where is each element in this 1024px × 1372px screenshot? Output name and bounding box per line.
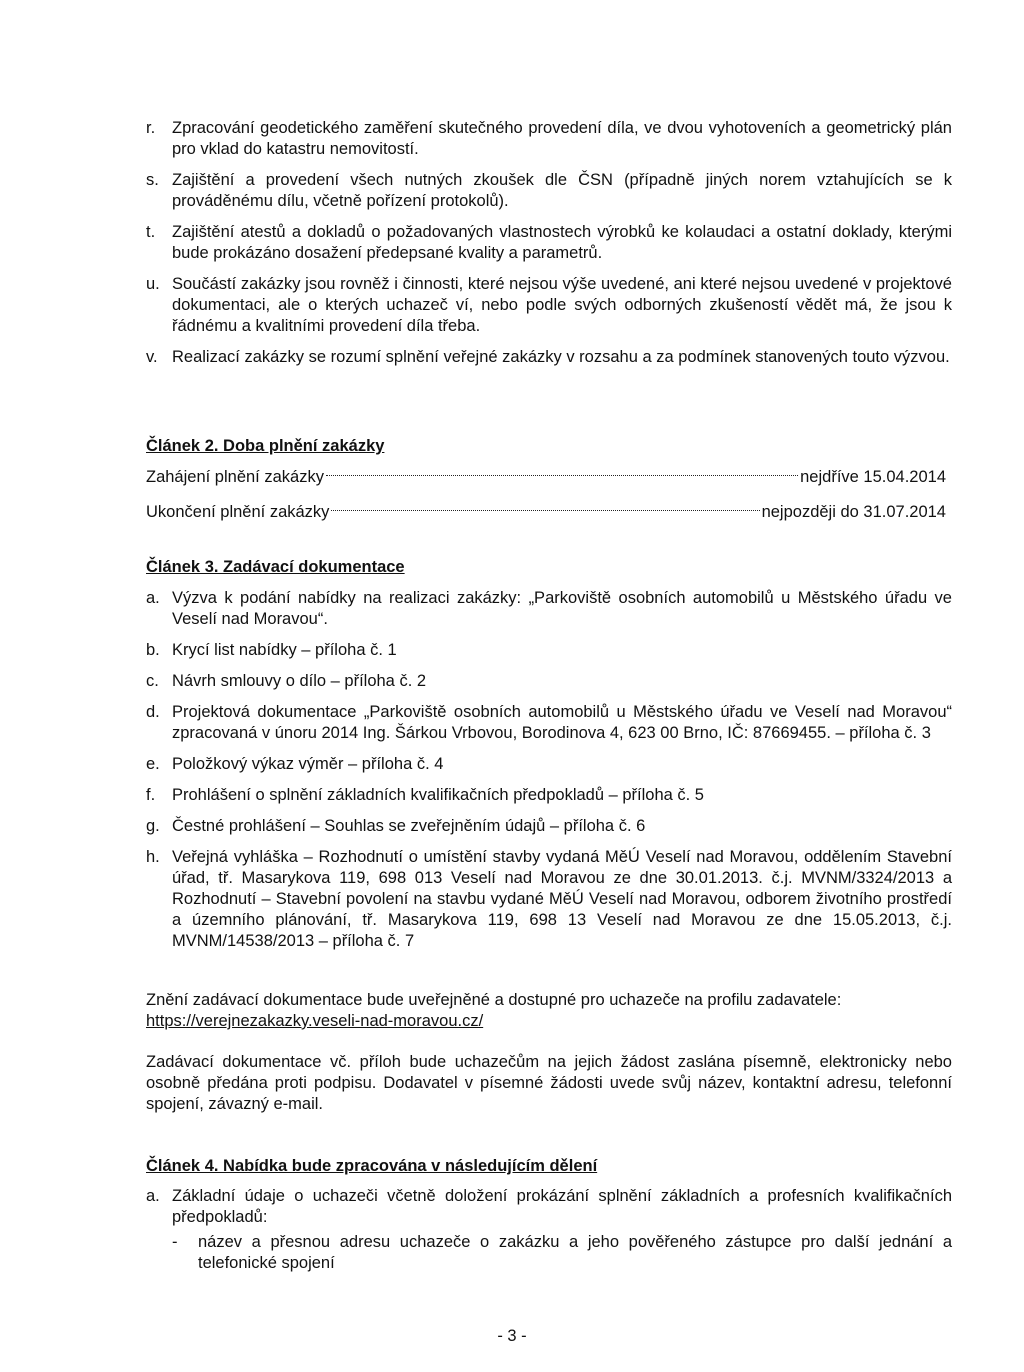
list-item-text: Výzva k podání nabídky na realizaci zakázky: „Parkoviště osobních automobilů u Městského úřadu ve Veselí nad Moravou“. [172,589,952,628]
list-marker: g. [146,817,160,835]
list-item [146,640,952,661]
list-marker: a. [146,589,160,607]
list-marker: r. [146,119,156,137]
list-article-4 [146,1186,952,1274]
date-label: Ukončení plnění zakázky [146,503,330,521]
zadavatel-profile-link[interactable]: https://verejnezakazky.veseli-nad-moravou.cz/ [146,1012,484,1030]
date-row-end [146,495,946,530]
performance-dates [146,460,946,530]
list-article-3 [146,588,952,962]
list-item [146,754,952,775]
list-item [146,170,952,212]
date-label: Zahájení plnění zakázky [146,468,324,486]
request-paragraph: Zadávací dokumentace vč. příloh bude uchazečům na jejich žádost zaslána písemně, elektronicky nebo osobně předána proti podpisu. Dodavatel v písemné žádosti uvede svůj název, kontaktní adresu, telefonní spojení, závazný e-mail. [146,1053,952,1113]
date-value: nejpozději do 31.07.2014 [761,503,946,521]
list-marker: v. [146,348,158,366]
dotted-leader [331,510,759,511]
list-item-text: Krycí list nabídky – příloha č. 1 [172,641,397,659]
list-item-text: Zajištění a provedení všech nutných zkoušek dle ČSN (případně jiných norem vztahujících se k prováděnému dílu, včetně pořízení protokolů). [172,171,952,210]
list-marker: e. [146,755,160,773]
article-4-heading: Článek 4. Nabídka bude zpracována v následujícím dělení [146,1157,598,1175]
list-item-text: Zpracování geodetického zaměření skutečného provedení díla, ve dvou vyhotoveních a geometrický plán pro vklad do katastru nemovitostí. [172,119,952,158]
list-item [146,588,952,630]
list-marker: d. [146,703,160,721]
list-item [146,671,952,692]
list-item-text: Veřejná vyhláška – Rozhodnutí o umístění stavby vydaná MěÚ Veselí nad Moravou, oddělením Stavební úřad, tř. Masarykova 119, 698 013 Veselí nad Moravou ze dne 30.01.2013. č.j. MVNM/3324/2013 a Rozhodnutí – Stavební povolení na stavbu vydané MěÚ Veselí nad Moravou, odborem životního prostředí a územního plánování, tř. Masarykova 119, 698 13 Veselí nad Moravou ze dne 15.05.2013, č.j. MVNM/14538/2013 – příloha č. 7 [172,848,952,950]
list-item-text: Základní údaje o uchazeči včetně doložení prokázání splnění základních a profesních kvalifikačních předpokladů: [172,1187,952,1226]
sub-list-item [146,1232,952,1274]
list-item [146,785,952,806]
article-3-heading: Článek 3. Zadávací dokumentace [146,558,405,576]
list-item [146,118,952,160]
list-section-r-v [146,118,952,378]
list-marker: f. [146,786,156,804]
sub-list-marker: - [172,1233,178,1251]
article-2-heading: Článek 2. Doba plnění zakázky [146,437,385,455]
sub-list-item-text: název a přesnou adresu uchazeče o zakázku a jeho pověřeného zástupce pro další jednání a telefonické spojení [198,1233,952,1272]
list-item-text: Položkový výkaz výměr – příloha č. 4 [172,755,444,773]
publish-text: Znění zadávací dokumentace bude uveřejněné a dostupné pro uchazeče na profilu zadavatele: [146,991,842,1009]
list-item-text: Zajištění atestů a dokladů o požadovaných vlastnostech výrobků ke kolaudaci a ostatní doklady, kterými bude prokázáno dosažení předepsané kvality a parametrů. [172,223,952,262]
list-item [146,702,952,744]
list-marker: s. [146,171,159,189]
dotted-leader [326,475,798,476]
list-item-text: Čestné prohlášení – Souhlas se zveřejněním údajů – příloha č. 6 [172,817,646,835]
list-marker: t. [146,223,156,241]
list-marker: h. [146,848,160,866]
page-number: - 3 - [497,1327,527,1345]
list-marker: b. [146,641,160,659]
list-item [146,274,952,337]
list-item-text: Realizací zakázky se rozumí splnění veřejné zakázky v rozsahu a za podmínek stanovených touto výzvou. [172,348,950,366]
list-item [146,347,952,368]
list-item-text: Prohlášení o splnění základních kvalifikačních předpokladů – příloha č. 5 [172,786,704,804]
list-item-text: Projektová dokumentace „Parkoviště osobních automobilů u Městského úřadu ve Veselí nad Moravou“ zpracovaná v únoru 2014 Ing. Šárkou Vrbovou, Borodinova 4, 623 00 Brno, IČ: 87669455. – příloha č. 3 [172,703,952,742]
date-row-start [146,460,946,495]
list-item [146,1186,952,1228]
publish-paragraph [146,990,952,1032]
list-marker: a. [146,1187,160,1205]
date-value: nejdříve 15.04.2014 [800,468,946,486]
list-item [146,222,952,264]
list-marker: u. [146,275,160,293]
list-marker: c. [146,672,159,690]
list-item [146,847,952,952]
list-item [146,816,952,837]
list-item-text: Součástí zakázky jsou rovněž i činnosti, které nejsou výše uvedené, ani které nejsou uvedené v projektové dokumentaci, ale o kterých uchazeč ví, nebo podle svých odborných zkušeností vědět má, že jsou k řádnému a kvalitními provedení díla třeba. [172,275,952,335]
list-item-text: Návrh smlouvy o dílo – příloha č. 2 [172,672,427,690]
